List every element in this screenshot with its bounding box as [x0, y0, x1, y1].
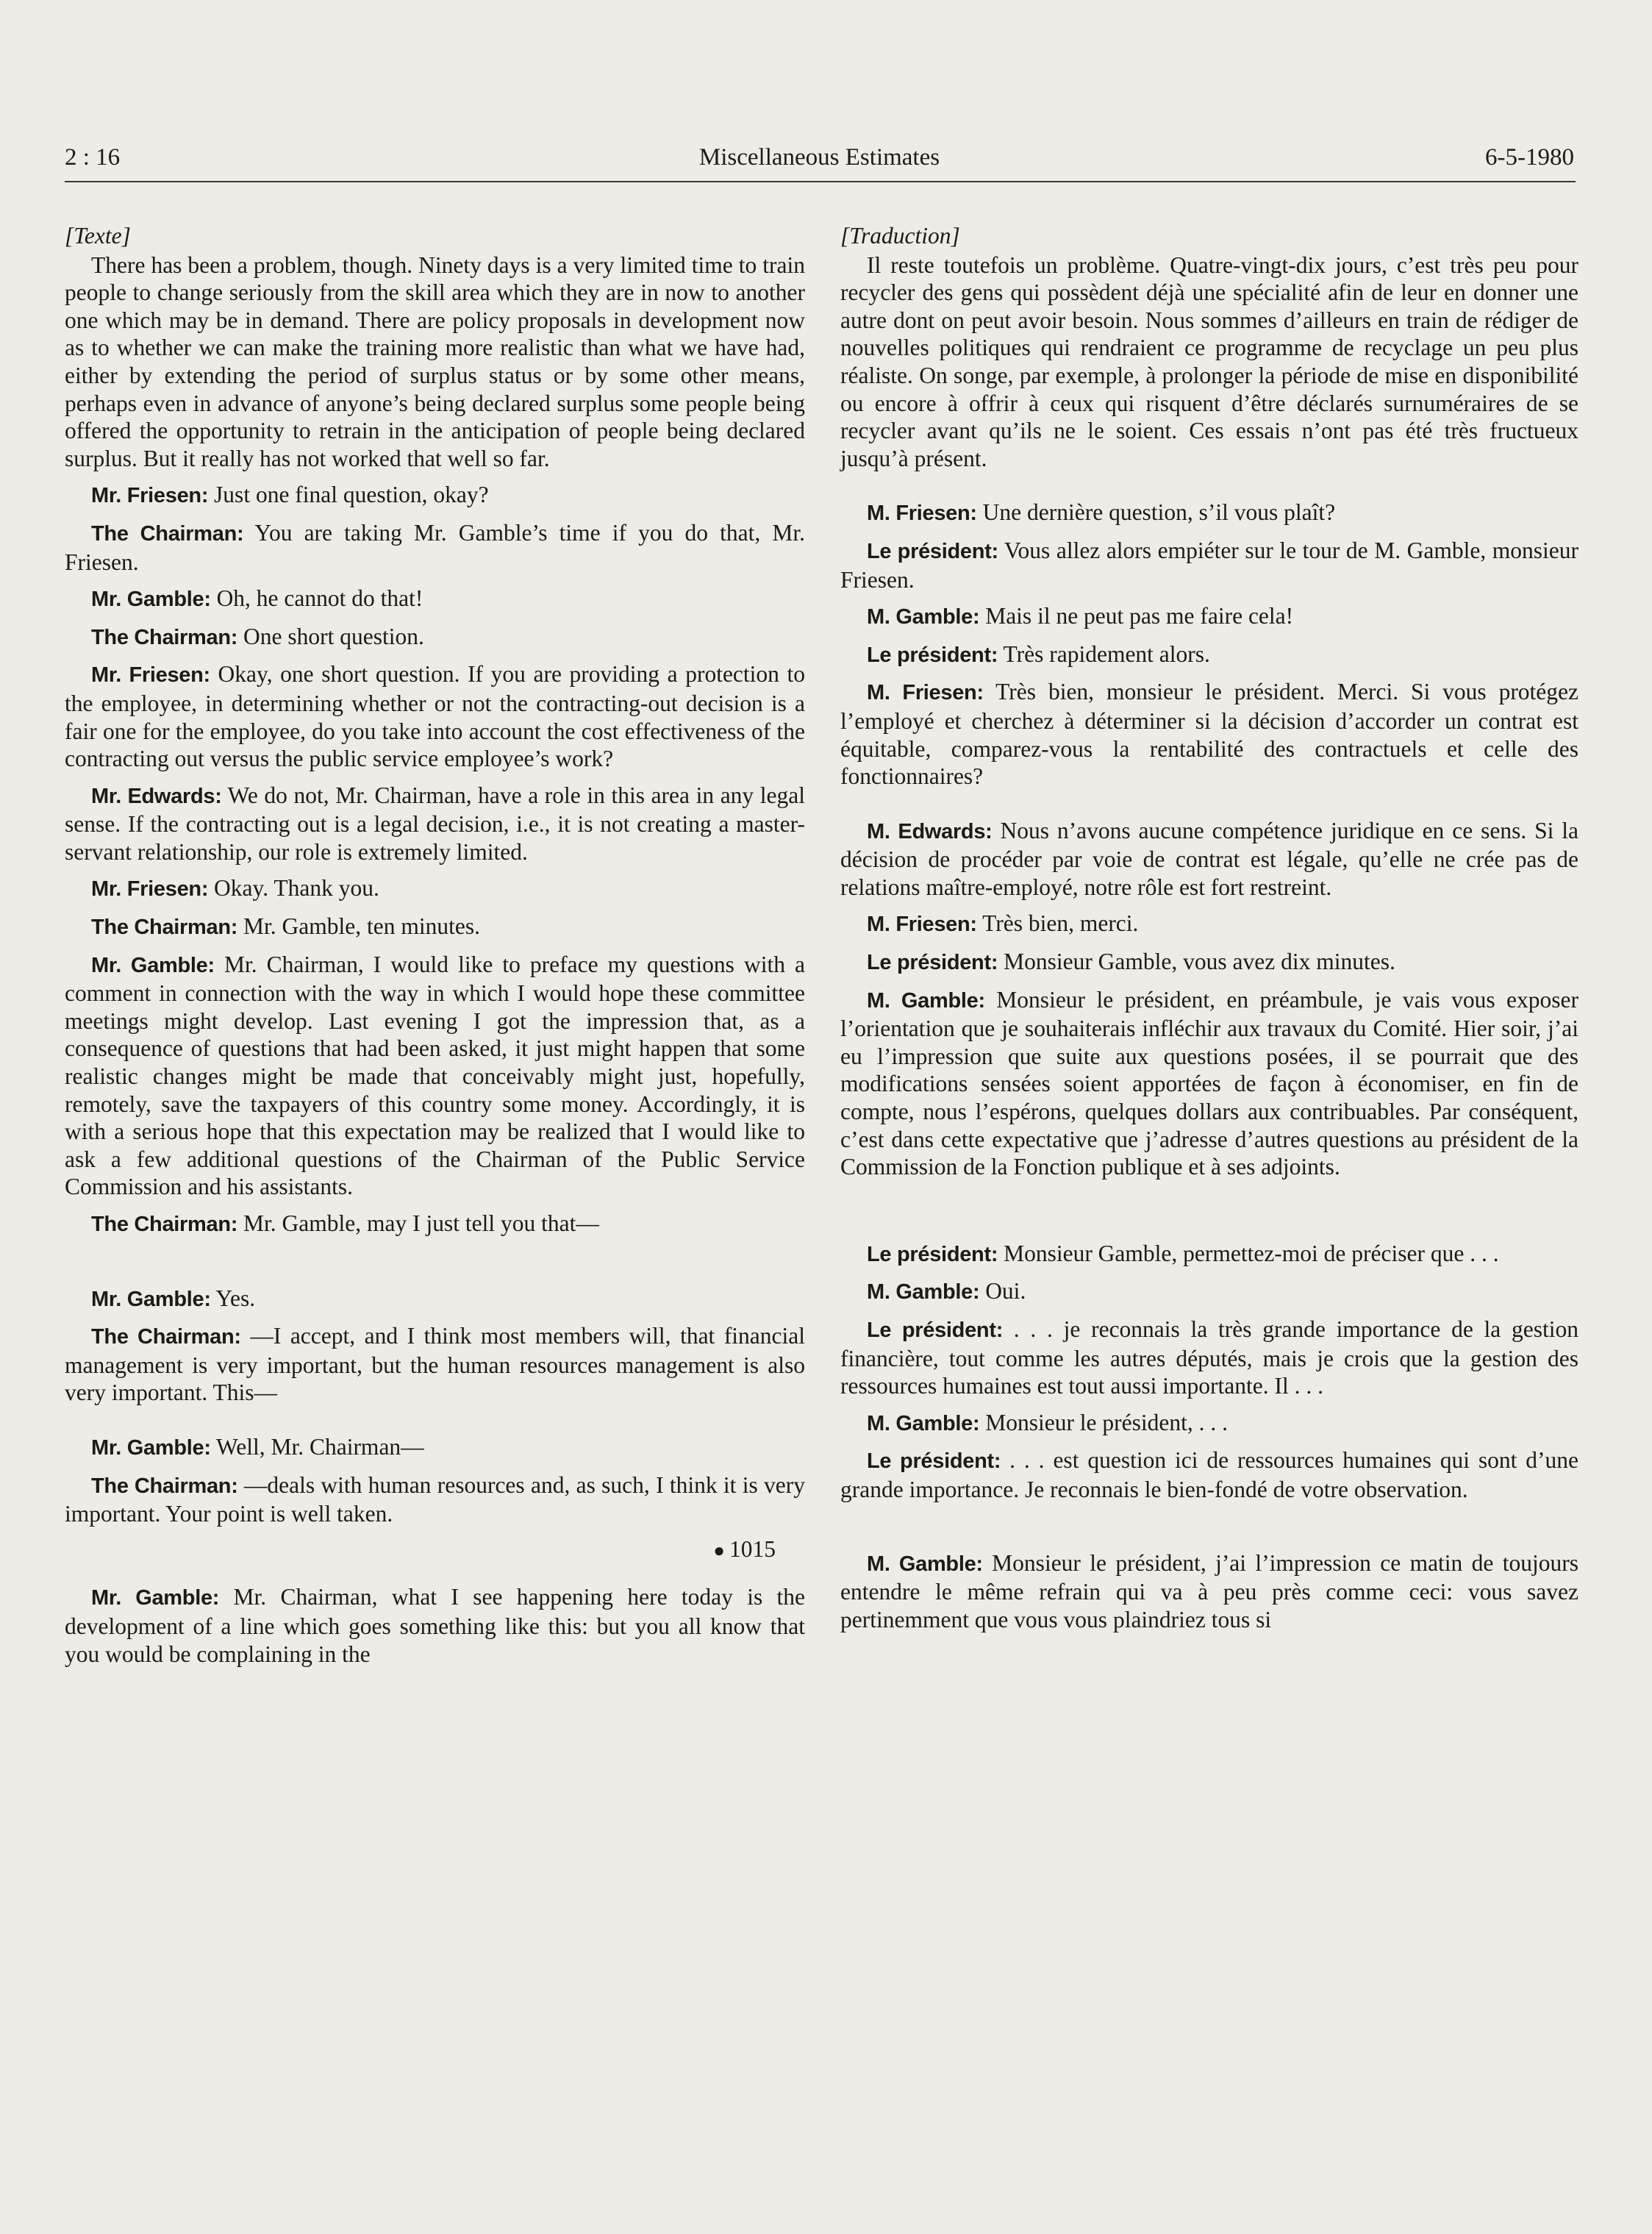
paragraph — [65, 251, 805, 473]
speaker-name: M. Gamble: — [867, 1411, 980, 1435]
speech — [65, 913, 805, 942]
speech — [65, 1583, 805, 1668]
speech — [65, 782, 805, 866]
speech — [840, 1549, 1578, 1634]
speech-text: Yes. — [215, 1285, 256, 1311]
speech — [840, 602, 1578, 632]
page-date: 6-5-1980 — [1485, 144, 1574, 171]
speech — [65, 1322, 805, 1407]
speech-text: Mais il ne peut pas me faire cela! — [985, 603, 1294, 629]
speaker-name: Mr. Gamble: — [91, 1287, 211, 1311]
paragraph-text: Il reste toutefois un problème. Quatre-vingt-dix jours, c’est très peu pour recycler des gens qui possèdent déjà une spécialité afin de leur en donner une autre dont on peut avoir besoin. Nous sommes d’ailleurs en train de rédiger de nouvelles politiques qui rendraient ce programme de recyclage un peu plus réaliste. On songe, par exemple, à prolonger la période de mise en disponibilité ou encore à offrir à ceux qui risquent d’être déclarés surnuméraires de se recycler avant qu’ils ne le soient. Ces essais n’ont pas été très fructueux jusqu’à présent. — [840, 251, 1578, 471]
speech — [840, 1240, 1578, 1269]
french-column — [840, 222, 1578, 1633]
speech-text: Monsieur le président, en préambule, je vais vous exposer l’orientation que je souhaiterais infléchir aux travaux du Comité. Hier soir, j’ai eu l’impression que suite aux questions posées, il se pourrait que des modifications sensées soient apportées de façon à économiser, en fin de compte, nous l’espérons, quelques dollars aux contribuables. Par conséquent, c’est dans cette expectative que j’adresse d’autres questions au président de la Commission de la Fonction publique et à ses adjoints. — [840, 986, 1578, 1180]
speech — [65, 519, 805, 576]
speech — [65, 660, 805, 772]
speech — [840, 986, 1578, 1181]
speaker-name: Mr. Friesen: — [91, 877, 209, 902]
speech-text: Just one final question, okay? — [214, 482, 489, 508]
speech-text: Well, Mr. Chairman— — [216, 1433, 424, 1460]
speech — [840, 537, 1578, 593]
spacer — [840, 791, 1578, 817]
english-column — [65, 222, 805, 1668]
speech-text: Monsieur le président, j’ai l’impression ce matin de toujours entendre le même refrain qui va à peu près comme ceci: vous savez pertinemment que vous vous plaindriez tous si — [840, 1549, 1579, 1632]
speech — [840, 910, 1578, 939]
speech — [65, 951, 805, 1201]
speech-text: . . . je reconnais la très grande importance de la gestion financière, tout comme les autres députés, mais je crois que la gestion des ressources humaines est tout aussi importante. Il . . . — [840, 1316, 1579, 1399]
paragraph-text: There has been a problem, though. Ninety days is a very limited time to train people to change seriously from the skill area which they are in now to another one which may be in demand. There are policy proposals in development now as to whether we can make the training more realistic than what we have had, either by extending the period of surplus status or by some other means, perhaps even in advance of anyone’s being declared surplus some people being offered the opportunity to retrain in the anticipation of people being declared surplus. But it really has not worked that well so far. — [65, 251, 805, 471]
speaker-name: The Chairman: — [91, 625, 238, 649]
speaker-name: Mr. Edwards: — [91, 784, 222, 808]
speech-text: Très rapidement alors. — [1003, 640, 1210, 667]
spacer — [840, 472, 1578, 499]
speaker-name: M. Friesen: — [867, 913, 977, 937]
page-header — [65, 144, 1574, 178]
speech — [840, 1446, 1578, 1503]
bullet-icon: ● — [713, 1539, 725, 1561]
header-rule — [65, 181, 1576, 182]
paragraph — [840, 251, 1578, 473]
speech — [840, 678, 1578, 790]
speech-text: One short question. — [243, 623, 424, 649]
speaker-name: M. Gamble: — [867, 605, 980, 629]
speech — [65, 874, 805, 904]
speaker-name: Mr. Gamble: — [91, 1435, 211, 1460]
speech-text: Monsieur Gamble, permettez-moi de préciser que . . . — [1004, 1240, 1499, 1266]
speaker-name: Mr. Gamble: — [91, 953, 215, 977]
speech-text: Une dernière question, s’il vous plaît? — [982, 499, 1336, 526]
page-title: Miscellaneous Estimates — [698, 144, 940, 171]
speech — [840, 817, 1578, 902]
speech-text: We do not, Mr. Chairman, have a role in this area in any legal sense. If the contracting out is a legal decision, i.e., it is not creating a master-servant relationship, our role is extremely limited. — [65, 782, 805, 865]
speaker-name: Le président: — [867, 1242, 998, 1266]
time-marker-text: 1015 — [729, 1535, 776, 1562]
speech-text: Mr. Gamble, may I just tell you that— — [243, 1210, 599, 1236]
speech — [840, 1316, 1578, 1400]
speech — [65, 623, 805, 652]
speech-text: Mr. Chairman, what I see happening here today is the development of a line which goes something like this: but you all know that you would be complaining in the — [65, 1584, 806, 1667]
spacer — [65, 1239, 805, 1285]
language-label: [Texte] — [65, 223, 131, 249]
speech — [65, 481, 805, 510]
speech-text: Vous allez alors empiéter sur le tour de M. Gamble, monsieur Friesen. — [840, 537, 1578, 593]
speaker-name: M. Friesen: — [867, 681, 984, 705]
speech-text: Okay, one short question. If you are providing a protection to the employee, in determining whether or not the contracting-out decision is a fair one for the employee, do you take into account the cost effectiveness of the contracting out versus the public service employee’s work? — [65, 661, 806, 772]
speaker-name: Le président: — [867, 643, 998, 667]
speaker-name: Le président: — [867, 539, 998, 563]
speech — [840, 1277, 1578, 1307]
spacer — [840, 1181, 1578, 1240]
page-number: 2 : 16 — [65, 144, 121, 171]
speaker-name: M. Gamble: — [867, 988, 985, 1013]
speaker-name: M. Friesen: — [867, 502, 977, 526]
speaker-name: The Chairman: — [91, 1325, 241, 1349]
speech — [65, 585, 805, 614]
speech-text: —I accept, and I think most members will, that financial management is very important, but the human resources management is also very important. This— — [65, 1323, 806, 1406]
speech-text: . . . est question ici de ressources humaines qui sont d’une grande importance. Je reconnais le bien-fondé de votre observation. — [840, 1447, 1579, 1502]
speech-text: You are taking Mr. Gamble’s time if you do that, Mr. Friesen. — [65, 519, 805, 575]
speaker-name: Mr. Friesen: — [91, 663, 210, 688]
speech-text: Oui. — [985, 1278, 1026, 1305]
speech — [840, 948, 1578, 977]
spacer — [65, 1407, 805, 1433]
speech-text: Mr. Gamble, ten minutes. — [243, 913, 480, 940]
language-label: [Traduction] — [840, 223, 960, 249]
speech-text: Très bien, monsieur le président. Merci. Si vous protégez l’employé et cherchez à déterminer si la décision d’accorder un contrat est équitable, comparez-vous la rentabilité des contractuels et celle des fonctionnaires? — [840, 679, 1578, 790]
speaker-name: Le président: — [867, 951, 998, 975]
speaker-name: The Chairman: — [91, 521, 244, 546]
speech-text: —deals with human resources and, as such, I think it is very important. Your point is well taken. — [65, 1471, 806, 1527]
speaker-name: The Chairman: — [91, 916, 238, 940]
speech-text: Okay. Thank you. — [214, 875, 379, 902]
speech — [65, 1471, 805, 1528]
speech-text: Oh, he cannot do that! — [216, 585, 423, 612]
speaker-name: Mr. Gamble: — [91, 1586, 220, 1610]
speaker-name: Mr. Gamble: — [91, 588, 211, 612]
speech-text: Mr. Chairman, I would like to preface my questions with a comment in connection with the way in which I would hope these committee meetings might develop. Last evening I got the impression that, as a consequence of questions that had been asked, it just might happen that some realistic changes might be made that conceivably might just, hopefully, remotely, save the taxpayers of this country some money. Accordingly, it is with a serious hope that this expectation may be realized that I would like to ask a few additional questions of the Chairman of the Public Service Commission and his assistants. — [65, 951, 806, 1200]
speaker-name: The Chairman: — [91, 1474, 238, 1498]
speech — [840, 499, 1578, 528]
speaker-name: Le président: — [867, 1318, 1004, 1342]
speaker-name: M. Edwards: — [867, 819, 993, 843]
time-marker — [65, 1535, 805, 1565]
speech-text: Monsieur Gamble, vous avez dix minutes. — [1004, 949, 1395, 975]
speaker-name: M. Gamble: — [867, 1280, 980, 1305]
speaker-name: M. Gamble: — [867, 1552, 983, 1576]
speaker-name: The Chairman: — [91, 1213, 238, 1236]
speech-text: Nous n’avons aucune compétence juridique en ce sens. Si la décision de procéder par voie de contrat est légale, qu’elle ne crée pas de relations maître-employé, notre rôle est fort restreint. — [840, 817, 1579, 900]
speech — [65, 1285, 805, 1314]
speech — [840, 640, 1578, 670]
spacer — [840, 1504, 1578, 1549]
speaker-name: Le président: — [867, 1449, 1001, 1474]
speaker-name: Mr. Friesen: — [91, 484, 209, 508]
speech-text: Monsieur le président, . . . — [985, 1409, 1228, 1435]
speech — [65, 1433, 805, 1463]
speech — [840, 1409, 1578, 1438]
speech — [65, 1210, 805, 1239]
speech-text: Très bien, merci. — [982, 910, 1139, 937]
